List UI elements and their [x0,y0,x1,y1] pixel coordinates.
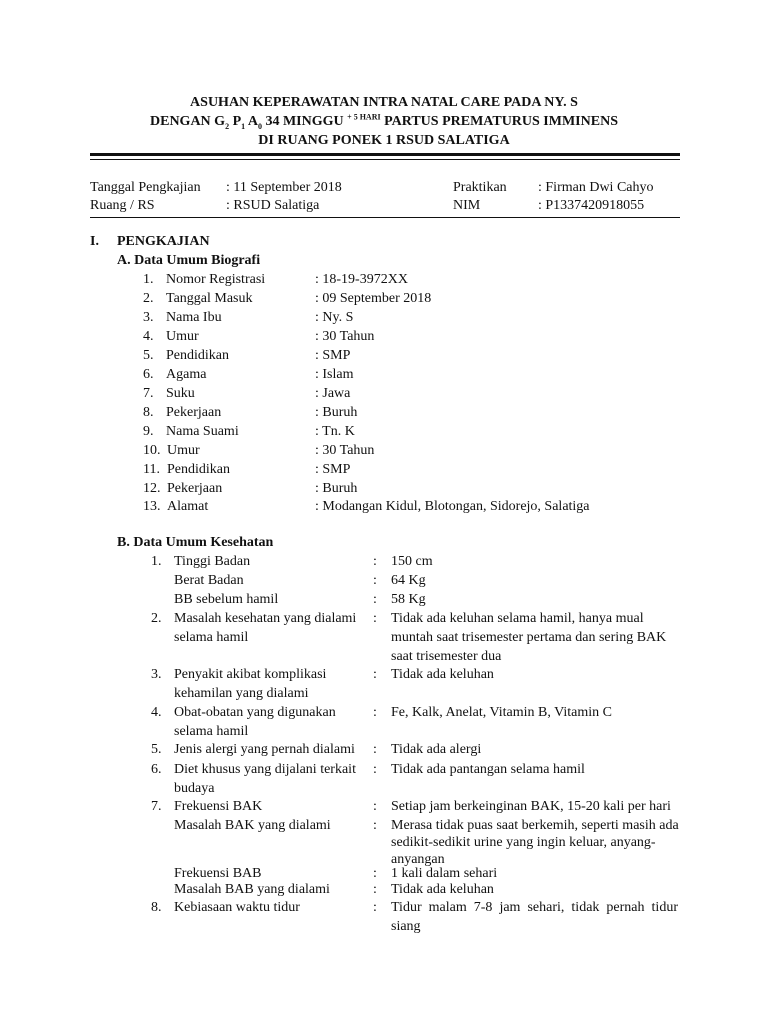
list-item-value-cont: saat trisemester dua [391,649,502,664]
section-number: I. [90,234,99,249]
tanggal-value: : 11 September 2018 [226,180,342,195]
list-item-label: Umur [167,443,200,458]
nim-value: : P1337420918055 [538,198,645,213]
list-item-number: 6. [151,762,162,777]
colon-separator: : [373,900,377,915]
list-item-number: 9. [143,424,154,439]
list-item-label: BB sebelum hamil [174,592,279,607]
list-item-number: 13. [143,499,161,514]
tanggal-label: Tanggal Pengkajian [90,180,201,195]
list-item-number: 7. [151,799,162,814]
list-item-label: Masalah BAK yang dialami [174,818,331,833]
list-item-value: Setiap jam berkeinginan BAK, 15-20 kali per hari [391,799,671,814]
list-item-number: 7. [143,386,154,401]
list-item-label: Pekerjaan [167,481,223,496]
list-item-value-cont: sedikit-sedikit urine yang ingin keluar, anyang- [391,835,656,850]
subsection-b-title: B. Data Umum Kesehatan [117,535,274,550]
list-item-value: : 30 Tahun [315,443,375,458]
list-item-number: 8. [151,900,162,915]
list-item-value: Tidak ada pantangan selama hamil [391,762,585,777]
list-item-value: 1 kali dalam sehari [391,866,498,881]
list-item-label: Frekuensi BAB [174,866,262,881]
list-item-value: : Buruh [315,481,358,496]
section-title: PENGKAJIAN [117,234,210,249]
list-item-label: Penyakit akibat komplikasi [174,667,327,682]
list-item-number: 3. [151,667,162,682]
list-item-label: Suku [166,386,195,401]
list-item-label: Frekuensi BAK [174,799,263,814]
list-item-value: 150 cm [391,554,433,569]
title-divider-thin [90,159,680,160]
list-item-value: : Modangan Kidul, Blotongan, Sidorejo, Salatiga [315,499,590,514]
list-item-label: Agama [166,367,207,382]
list-item-value-cont: siang [391,919,421,934]
praktikan-value: : Firman Dwi Cahyo [538,180,654,195]
colon-separator: : [373,573,377,588]
list-item-value-cont: anyangan [391,852,445,867]
list-item-number: 6. [143,367,154,382]
list-item-label: Alamat [167,499,209,514]
list-item-number: 4. [151,705,162,720]
list-item-value: : SMP [315,462,351,477]
colon-separator: : [373,882,377,897]
document-title-line3: DI RUANG PONEK 1 RSUD SALATIGA [258,133,510,148]
ruang-label: Ruang / RS [90,198,155,213]
subsection-a-title: A. Data Umum Biografi [117,253,261,268]
list-item-number: 3. [143,310,154,325]
list-item-value: Tidak ada keluhan [391,667,494,682]
list-item-value: 64 Kg [391,573,426,588]
list-item-label-cont: selama hamil [174,724,249,739]
list-item-value: : 30 Tahun [315,329,375,344]
colon-separator: : [373,742,377,757]
list-item-label: Obat-obatan yang digunakan [174,705,336,720]
list-item-number: 12. [143,481,161,496]
colon-separator: : [373,799,377,814]
list-item-label: Jenis alergi yang pernah dialami [174,742,355,757]
colon-separator: : [373,866,377,881]
list-item-label-cont: selama hamil [174,630,249,645]
list-item-label: Diet khusus yang dijalani terkait [174,762,356,777]
nim-label: NIM [453,198,481,213]
list-item-number: 10. [143,443,161,458]
list-item-value: Tidak ada keluhan [391,882,494,897]
list-item-label: Kebiasaan waktu tidur [174,900,300,915]
list-item-label: Pekerjaan [166,405,222,420]
list-item-number: 5. [143,348,154,363]
list-item-number: 11. [143,462,160,477]
colon-separator: : [373,611,377,626]
praktikan-label: Praktikan [453,180,507,195]
colon-separator: : [373,818,377,833]
list-item-label: Tinggi Badan [174,554,251,569]
list-item-number: 4. [143,329,154,344]
list-item-value: 58 Kg [391,592,426,607]
list-item-value: Tidak ada alergi [391,742,482,757]
list-item-number: 2. [151,611,162,626]
list-item-number: 2. [143,291,154,306]
colon-separator: : [373,762,377,777]
list-item-value: : Ny. S [315,310,354,325]
list-item-value: Fe, Kalk, Anelat, Vitamin B, Vitamin C [391,705,613,720]
list-item-value: Merasa tidak puas saat berkemih, seperti masih ada [391,818,679,833]
list-item-value: Tidur malam 7-8 jam sehari, tidak pernah tidur [391,900,678,915]
list-item-label: Umur [166,329,199,344]
list-item-value: : Buruh [315,405,358,420]
list-item-value-cont: muntah saat trisemester pertama dan sering BAK [391,630,667,645]
list-item-value: : Tn. K [315,424,355,439]
list-item-label: Nama Ibu [166,310,222,325]
header-divider [90,217,680,218]
document-title-line1: ASUHAN KEPERAWATAN INTRA NATAL CARE PADA NY. S [190,95,578,110]
colon-separator: : [373,667,377,682]
list-item-value: : Islam [315,367,354,382]
title-divider-thick [90,153,680,156]
list-item-label-cont: kehamilan yang dialami [174,686,309,701]
list-item-value: : 09 September 2018 [315,291,432,306]
document-title-line2: DENGAN $G_2$ $P_1$ $A_0$ 34 MINGGU $^{+ 5 HARI}$ PARTUS PREMATURUS IMMINENS [150,112,618,131]
list-item-number: 1. [143,272,154,287]
list-item-value: : SMP [315,348,351,363]
colon-separator: : [373,554,377,569]
list-item-label: Tanggal Masuk [166,291,253,306]
colon-separator: : [373,705,377,720]
list-item-number: 1. [151,554,162,569]
list-item-label: Berat Badan [174,573,244,588]
colon-separator: : [373,592,377,607]
list-item-value: : 18-19-3972XX [315,272,408,287]
list-item-label: Pendidikan [167,462,230,477]
list-item-value: : Jawa [315,386,351,401]
list-item-number: 8. [143,405,154,420]
list-item-label-cont: budaya [174,781,215,796]
list-item-label: Masalah kesehatan yang dialami [174,611,357,626]
list-item-number: 5. [151,742,162,757]
list-item-label: Nomor Registrasi [166,272,266,287]
ruang-value: : RSUD Salatiga [226,198,320,213]
list-item-label: Pendidikan [166,348,229,363]
list-item-label: Nama Suami [166,424,239,439]
list-item-label: Masalah BAB yang dialami [174,882,330,897]
list-item-value: Tidak ada keluhan selama hamil, hanya mual [391,611,644,626]
